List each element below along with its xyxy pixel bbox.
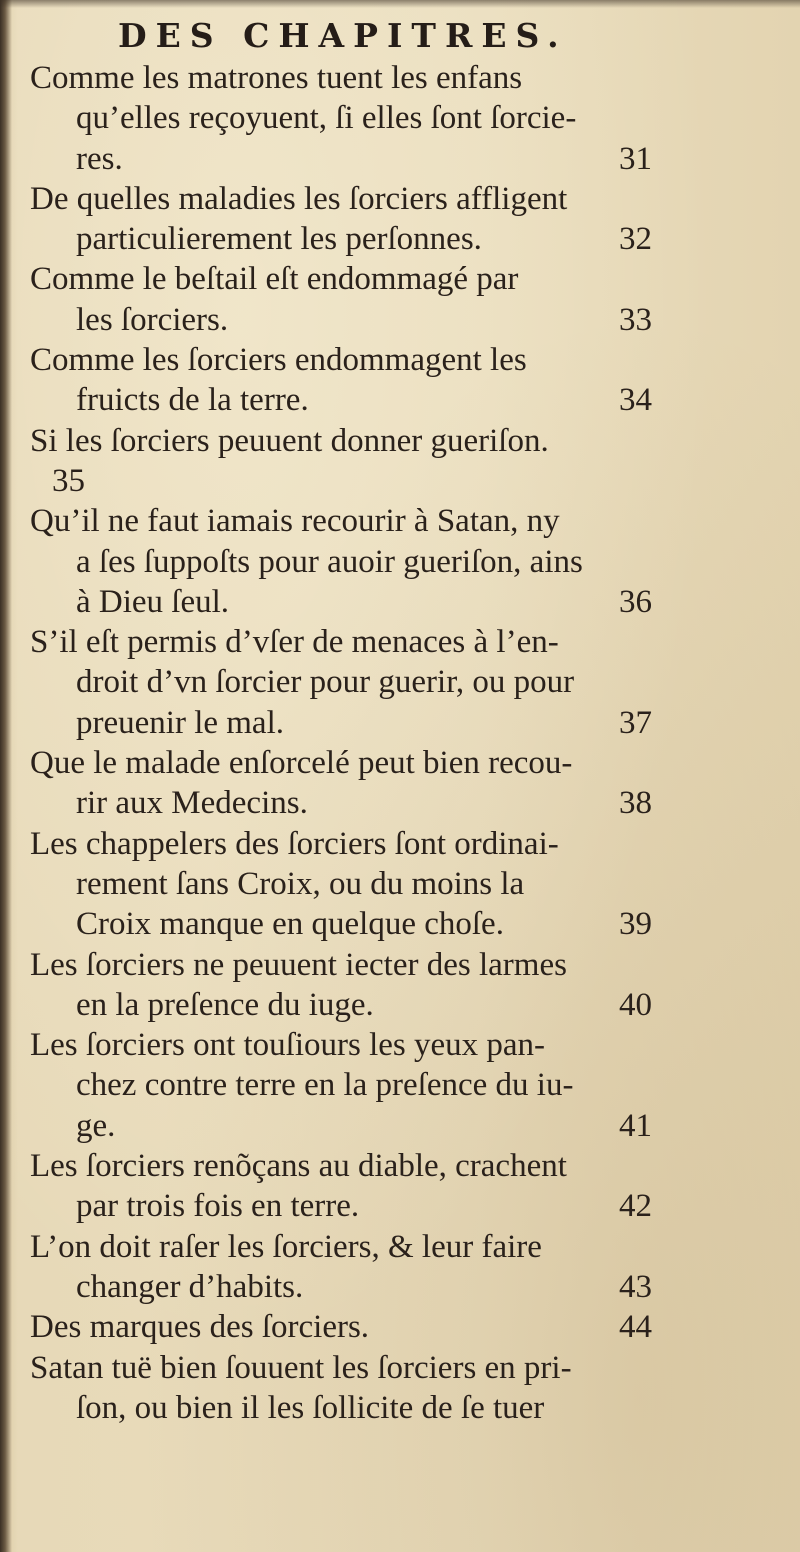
toc-entry-line [30,1307,660,1347]
toc-entry-line [30,904,660,944]
toc-entry-text: rir aux Medecins. [76,785,308,822]
toc-entry-text: changer d’habits. [76,1268,304,1305]
toc-entry-line [30,461,660,501]
running-header: DES CHAPITRES. [118,16,568,55]
toc-entry-line [30,985,660,1025]
toc-entry [30,622,660,743]
toc-entry [30,1227,660,1308]
toc-page-number: 37 [619,704,652,741]
toc-entry-text: ſon, ou bien il les ſollicite de ſe tuer [76,1389,545,1426]
toc-entry-text: qu’elles reçoyuent, ſi elles ſont ſorcie- [76,100,577,137]
toc-entry [30,58,660,179]
table-of-contents [30,58,660,1428]
toc-entry-line [30,219,660,259]
toc-entry-line [30,703,660,743]
toc-entry-line [30,58,660,98]
toc-entry-text: Satan tuë bien ſouuent les ſorciers en pri- [30,1349,572,1386]
book-gutter [0,0,12,1552]
toc-entry [30,259,660,340]
toc-entry [30,421,660,502]
toc-entry-line [30,1267,660,1307]
toc-entry-text: Les ſorciers ont touſiours les yeux pan- [30,1027,546,1064]
toc-page-number: 44 [619,1309,652,1346]
toc-page-number: 42 [619,1188,652,1225]
toc-entry [30,1025,660,1146]
toc-entry-text: Des marques des ſorciers. [30,1309,370,1346]
toc-entry-text: particulierement les perſonnes. [76,221,482,258]
toc-entry-text: Si les ſorciers peuuent donner gueriſon. [30,422,549,459]
toc-entry-text: à Dieu ſeul. [76,583,230,620]
toc-entry-line [30,824,660,864]
toc-page-number: 33 [619,301,652,338]
toc-page-number: 40 [619,986,652,1023]
toc-entry-text: droit d’vn ſorcier pour guerir, ou pour [76,664,575,701]
toc-entry-text: Que le malade enſorcelé peut bien recou- [30,745,573,782]
toc-entry-text: par trois fois en terre. [76,1188,360,1225]
toc-entry-line [30,542,660,582]
toc-entry [30,340,660,421]
toc-entry-text: ge. [76,1107,116,1144]
toc-entry-line [30,1186,660,1226]
toc-entry-text: Croix manque en quelque choſe. [76,906,504,943]
toc-entry [30,501,660,622]
toc-entry-text: chez contre terre en la preſence du iu- [76,1067,574,1104]
toc-entry-text: a ſes ſuppoſts pour auoir gueriſon, ains [76,543,583,580]
toc-page-number: 31 [619,140,652,177]
toc-page-number: 38 [619,785,652,822]
toc-entry [30,945,660,1026]
toc-entry-line [30,1146,660,1186]
toc-entry-text: res. [76,140,123,177]
toc-entry [30,1348,660,1429]
toc-entry-line [30,622,660,662]
toc-entry-text: De quelles maladies les ſorciers affligent [30,180,568,217]
toc-entry-text: rement ſans Croix, ou du moins la [76,865,525,902]
toc-entry-line [30,139,660,179]
toc-entry-line [30,743,660,783]
toc-entry-line [30,1025,660,1065]
toc-entry-line [30,501,660,541]
toc-entry-line [30,421,660,461]
toc-entry-text: Comme les matrones tuent les enfans [30,60,523,96]
toc-entry-text: preuenir le mal. [76,704,284,741]
toc-page-number: 34 [619,382,652,419]
toc-page-number: 35 [52,462,85,499]
toc-entry-line [30,98,660,138]
toc-entry-text: en la preſence du iuge. [76,986,374,1023]
toc-page-number: 43 [619,1268,652,1305]
toc-page-number: 32 [619,221,652,258]
toc-entry-line [30,783,660,823]
toc-page-number: 36 [619,583,652,620]
toc-entry-line [30,1388,660,1428]
toc-entry-line [30,864,660,904]
toc-entry-line [30,1065,660,1105]
toc-page-number: 39 [619,906,652,943]
toc-entry-line [30,300,660,340]
toc-entry [30,1146,660,1227]
toc-entry-line [30,380,660,420]
toc-entry-line [30,259,660,299]
toc-entry-text: Qu’il ne faut iamais recourir à Satan, ny [30,503,560,540]
toc-entry-line [30,1227,660,1267]
toc-entry-line [30,340,660,380]
toc-entry-line [30,1348,660,1388]
toc-entry-text: Comme le beſtail eſt endommagé par [30,261,519,298]
toc-entry [30,179,660,260]
toc-entry-line [30,662,660,702]
toc-entry-line [30,179,660,219]
toc-entry-line [30,945,660,985]
toc-entry [30,743,660,824]
toc-entry-text: S’il eſt permis d’vſer de menaces à l’en- [30,624,559,661]
toc-entry-line [30,1106,660,1146]
toc-entry-text: fruicts de la terre. [76,382,309,419]
toc-page-number: 41 [619,1107,652,1144]
toc-entry-line [30,582,660,622]
toc-entry-text: L’on doit raſer les ſorciers, & leur faire [30,1228,542,1265]
toc-entry-text: Comme les ſorciers endommagent les [30,342,527,379]
toc-entry-text: Les chappelers des ſorciers ſont ordinai- [30,825,559,862]
toc-entry-text: Les ſorciers ne peuuent iecter des larmes [30,946,567,983]
toc-entry-text: les ſorciers. [76,301,229,338]
toc-entry [30,824,660,945]
toc-entry [30,1307,660,1347]
page-top-edge [0,0,800,8]
toc-entry-text: Les ſorciers renõçans au diable, crachent [30,1148,567,1185]
